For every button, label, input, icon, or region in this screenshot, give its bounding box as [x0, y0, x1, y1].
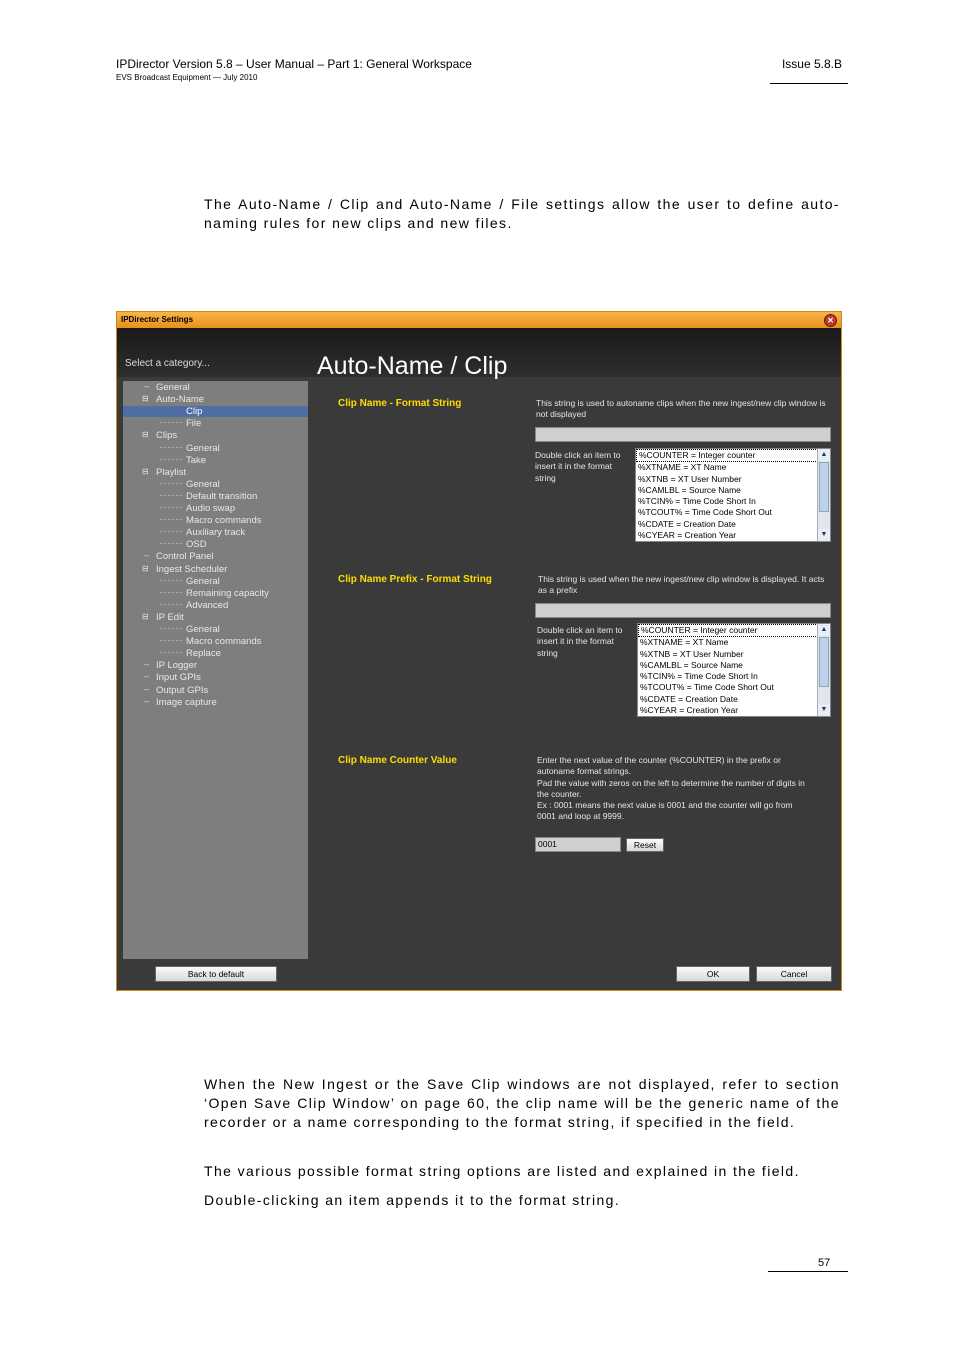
list-item[interactable]: %XTNAME = XT Name	[638, 462, 727, 473]
tree-item[interactable]: General	[186, 575, 220, 587]
window-title: IPDirector Settings	[121, 315, 194, 324]
tree-connector: ·········	[159, 527, 183, 537]
page-heading: Auto-Name / Clip	[317, 352, 508, 380]
counter-value-label: Clip Name Counter Value	[338, 755, 457, 766]
counter-description	[537, 755, 833, 823]
tree-connector: ·········	[159, 587, 183, 597]
scroll-up-icon[interactable]: ▲	[818, 449, 830, 461]
body-paragraph-1	[204, 1075, 840, 1132]
counter-description-line: the counter.	[537, 788, 582, 799]
tree-item[interactable]: Advanced	[186, 599, 229, 611]
tree-item[interactable]: Default transition	[186, 490, 258, 502]
body-paragraph-text: When the New Ingest or the Save Clip windows are not displayed, refer to section ‘Open Save Clip Window’ on page 60, the clip name will be the generic name of the recorder or a name corresponding to the format string, if specified in the field.	[204, 1076, 840, 1130]
tree-collapse-icon[interactable]: ⊟	[142, 563, 149, 573]
format-string-description: This string is used to autoname clips when the new ingest/new clip window is not displayed	[536, 398, 826, 420]
tree-connector: ·········	[159, 503, 183, 512]
issue-label: Issue 5.8.B	[781, 57, 842, 71]
tree-item[interactable]: Remaining capacity	[186, 587, 269, 599]
prefix-string-options-list[interactable]	[637, 623, 831, 717]
tree-collapse-icon[interactable]: ⊟	[142, 430, 149, 440]
list-item[interactable]: %CYEAR = Creation Year	[640, 705, 739, 716]
tree-item[interactable]: OSD	[186, 539, 207, 551]
prefix-string-input[interactable]	[535, 603, 831, 618]
tree-item[interactable]: Audio swap	[186, 503, 236, 514]
tree-collapse-icon[interactable]: ⊟	[142, 611, 149, 621]
tree-connector: --	[144, 696, 150, 706]
list-item[interactable]: %CAMLBL = Source Name	[640, 659, 743, 670]
tree-connector: ·········	[159, 442, 183, 452]
list-item[interactable]: %TCIN% = Time Code Short In	[640, 671, 758, 682]
tree-collapse-icon[interactable]: ⊟	[142, 394, 149, 404]
tree-item[interactable]: Image capture	[156, 696, 217, 708]
tree-item[interactable]: Take	[186, 454, 207, 466]
category-tree	[123, 381, 308, 959]
counter-description-line: Ex : 0001 means the next value is 0001 and the counter will go from	[537, 800, 793, 811]
manual-title: IPDirector Version 5.8 – User Manual – Part 1: General Workspace	[116, 57, 472, 71]
scroll-up-icon[interactable]: ▲	[818, 624, 830, 636]
select-category-label: Select a category...	[125, 358, 210, 369]
list-item[interactable]: %XTNB = XT User Number	[638, 473, 742, 484]
header-rule	[770, 83, 848, 84]
list-scrollbar[interactable]	[817, 624, 830, 716]
intro-paragraph: The Auto-Name / Clip and Auto-Name / File settings allow the user to define auto-naming rules for new clips and new files.	[204, 196, 840, 231]
tree-item[interactable]: Ingest Scheduler	[156, 563, 228, 575]
prefix-string-label: Clip Name Prefix - Format String	[338, 574, 492, 585]
tree-connector: ·········	[159, 418, 183, 428]
tree-connector: ·········	[159, 539, 183, 549]
tree-item[interactable]: General	[156, 382, 190, 393]
list-item[interactable]: %CDATE = Creation Date	[640, 693, 738, 704]
list-item[interactable]: %CYEAR = Creation Year	[638, 530, 737, 541]
list-item[interactable]: %XTNB = XT User Number	[640, 648, 744, 659]
tree-item[interactable]: General	[186, 624, 220, 635]
tree-connector: ·········	[159, 648, 183, 658]
list-item[interactable]: %CAMLBL = Source Name	[638, 484, 741, 495]
list-item[interactable]: %TCIN% = Time Code Short In	[638, 496, 756, 507]
counter-value-input[interactable]: 0001	[535, 837, 621, 852]
tree-connector: ·········	[159, 490, 183, 500]
page-number: 57	[818, 1257, 831, 1269]
tree-item[interactable]: Auto-Name	[156, 394, 205, 406]
back-to-default-button[interactable]: Back to default	[155, 966, 277, 982]
scroll-thumb[interactable]	[819, 637, 829, 687]
reset-button[interactable]: Reset	[626, 838, 664, 852]
tree-item[interactable]: General	[186, 442, 220, 454]
heading-banner	[117, 328, 841, 380]
list-item[interactable]: %TCOUT% = Time Code Short Out	[640, 682, 774, 693]
counter-description-line: 0001 and loop at 9999.	[537, 811, 624, 822]
tree-connector: --	[144, 672, 150, 682]
window-titlebar	[117, 312, 841, 328]
tree-connector: ·········	[159, 575, 183, 585]
format-string-input[interactable]	[535, 427, 831, 442]
tree-connector: ·········	[159, 454, 183, 464]
list-item[interactable]: %COUNTER = Integer counter	[638, 624, 830, 637]
tree-item[interactable]: Input GPIs	[156, 672, 201, 684]
tree-item[interactable]: File	[186, 418, 202, 430]
tree-item[interactable]: Playlist	[156, 466, 187, 478]
list-scrollbar[interactable]	[817, 449, 830, 541]
tree-item[interactable]: Control Panel	[156, 551, 214, 563]
counter-description-line: autoname format strings.	[537, 766, 632, 777]
counter-description-line: Pad the value with zeros on the left to determine the number of digits in	[537, 777, 805, 788]
footer-rule	[768, 1271, 848, 1272]
prefix-string-hint: Double click an item to insert it in the format string	[537, 625, 623, 658]
tree-connector: --	[144, 382, 150, 391]
scroll-down-icon[interactable]: ▼	[818, 529, 830, 541]
tree-item[interactable]: Replace	[186, 648, 221, 660]
tree-collapse-icon[interactable]: ⊟	[142, 466, 149, 476]
tree-item[interactable]: General	[186, 478, 220, 490]
tree-connector: --	[144, 551, 150, 561]
counter-description-line: Enter the next value of the counter (%COUNTER) in the prefix or	[537, 755, 781, 765]
tree-item[interactable]: Clip	[123, 406, 308, 417]
tree-connector: --	[144, 660, 150, 670]
prefix-string-description: This string is used when the new ingest/new clip window is displayed. It acts as a prefix	[538, 574, 825, 596]
tree-item[interactable]: Auxiliary track	[186, 527, 246, 539]
format-string-label: Clip Name - Format String	[338, 398, 462, 409]
tree-connector: ·········	[159, 599, 183, 609]
list-item[interactable]: %CDATE = Creation Date	[638, 518, 736, 529]
tree-item[interactable]: Macro commands	[186, 515, 262, 527]
tree-item[interactable]: IP Edit	[156, 611, 184, 623]
scroll-down-icon[interactable]: ▼	[818, 704, 830, 716]
cancel-button[interactable]: Cancel	[756, 966, 832, 982]
close-icon[interactable]: ✕	[824, 314, 837, 327]
list-item[interactable]: %XTNAME = XT Name	[640, 637, 729, 648]
tree-item[interactable]: Clips	[156, 430, 178, 442]
list-item[interactable]: %COUNTER = Integer counter	[636, 449, 830, 462]
list-item[interactable]: %TCOUT% = Time Code Short Out	[638, 507, 772, 518]
tree-connector: --	[144, 684, 150, 694]
tree-connector: ·········	[159, 515, 183, 525]
body-paragraph-3: Double-clicking an item appends it to the format string.	[204, 1192, 621, 1208]
settings-window	[116, 311, 842, 991]
tree-item[interactable]: IP Logger	[156, 660, 198, 672]
manual-subtitle: EVS Broadcast Equipment — July 2010	[116, 73, 258, 82]
ok-button[interactable]: OK	[676, 966, 750, 982]
body-paragraph-2: The various possible format string options are listed and explained in the field.	[204, 1163, 800, 1179]
tree-connector: ·········	[159, 478, 183, 488]
tree-connector: ·········	[159, 624, 183, 633]
page-header-left	[116, 57, 472, 82]
tree-item[interactable]: Macro commands	[186, 636, 262, 648]
scroll-thumb[interactable]	[819, 462, 829, 512]
format-string-options-list[interactable]	[635, 448, 831, 542]
format-string-hint: Double click an item to insert it in the format string	[535, 450, 621, 483]
tree-item[interactable]: Output GPIs	[156, 684, 209, 696]
tree-connector: ·········	[159, 636, 183, 646]
